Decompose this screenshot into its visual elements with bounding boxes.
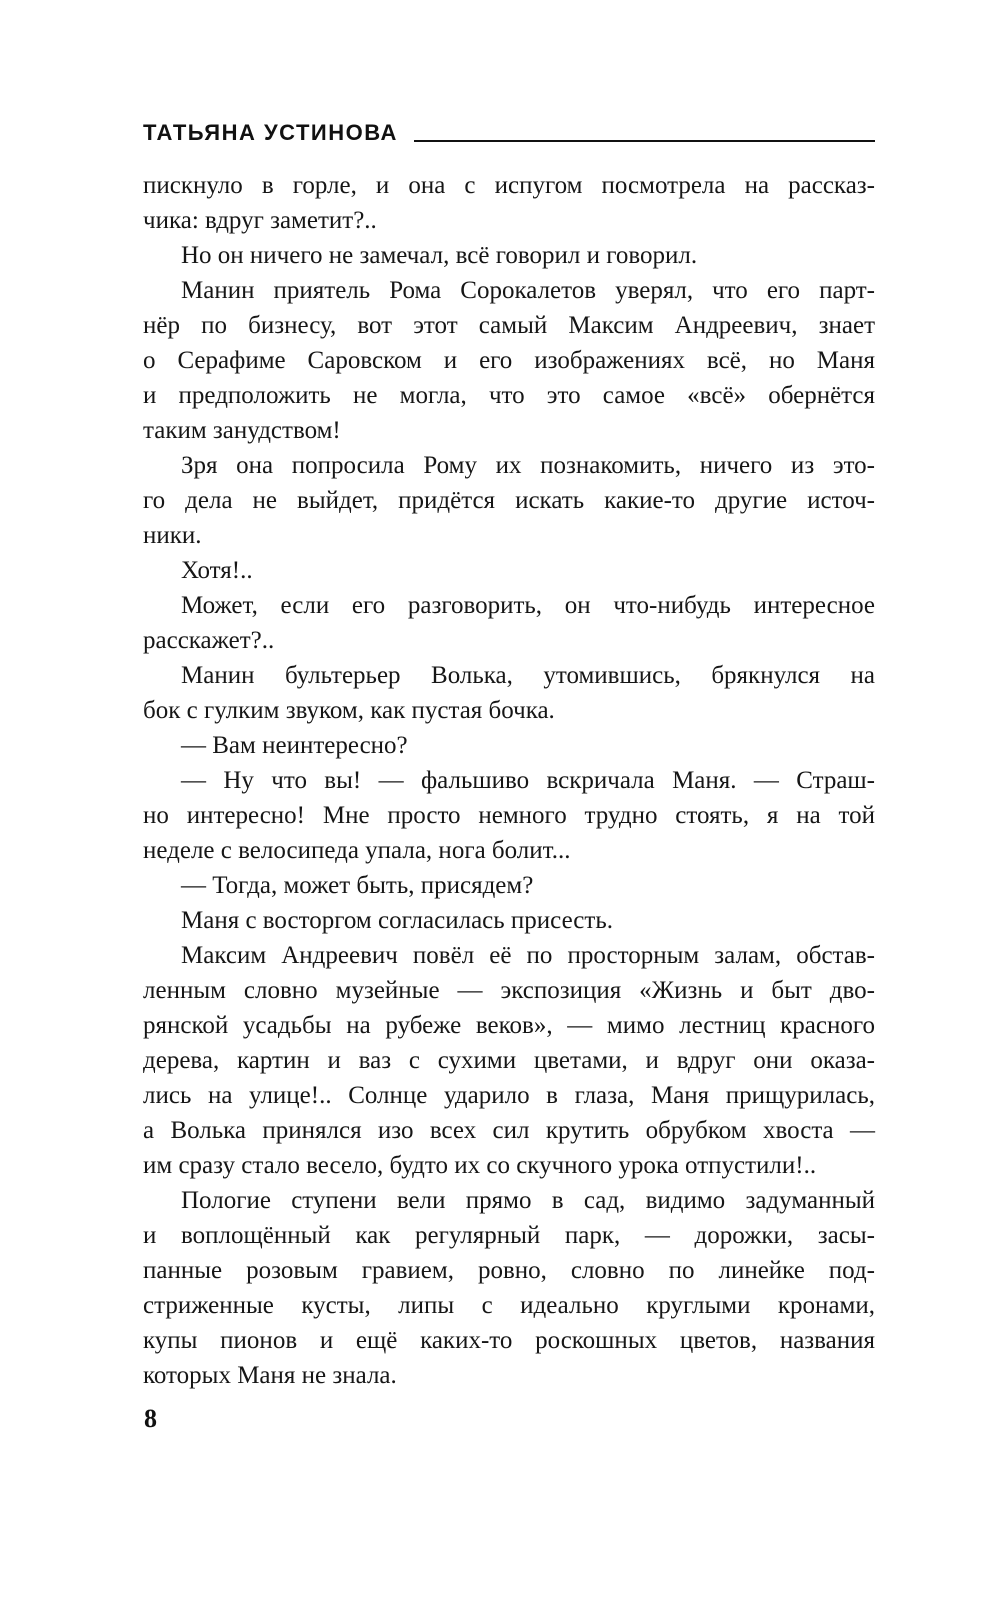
text-line: — Вам неинтересно?: [181, 732, 408, 759]
text-line: но интересно! Мне просто немного трудно стоять, я на той: [143, 802, 875, 829]
text-line: Может, если его разговорить, он что-нибудь интересное: [181, 592, 875, 619]
text-line: таким занудством!: [143, 417, 341, 444]
text-line: а Волька принялся изо всех сил крутить обрубком хвоста —: [143, 1117, 875, 1144]
text-line: — Тогда, может быть, присядем?: [181, 872, 534, 899]
text-line: купы пионов и ещё каких-то роскошных цветов, названия: [143, 1327, 875, 1354]
running-head: [143, 120, 875, 146]
text-line: расскажет?..: [143, 627, 275, 654]
text-line: Маня с восторгом согласилась присесть.: [181, 907, 613, 934]
text-line: Манин приятель Рома Сорокалетов уверял, что его парт-: [181, 277, 875, 304]
text-line: лись на улице!.. Солнце ударило в глаза, Маня прищурилась,: [143, 1082, 875, 1109]
text-line: которых Маня не знала.: [143, 1362, 397, 1389]
text-line: дерева, картин и ваз с сухими цветами, и вдруг они оказа-: [143, 1047, 875, 1074]
text-line: пискнуло в горле, и она с испугом посмотрела на рассказ-: [143, 172, 875, 199]
text-line: Пологие ступени вели прямо в сад, видимо задуманный: [181, 1187, 875, 1214]
text-line: го дела не выйдет, придётся искать какие-то другие источ-: [143, 487, 875, 514]
text-line: неделе с велосипеда упала, нога болит...: [143, 837, 571, 864]
text-line: нёр по бизнесу, вот этот самый Максим Андреевич, знает: [143, 312, 875, 339]
text-line: стриженные кусты, липы с идеально круглыми кронами,: [143, 1292, 875, 1319]
text-line: бок с гулким звуком, как пустая бочка.: [143, 697, 555, 724]
page-number: 8: [144, 1404, 157, 1433]
header-rule: [414, 140, 875, 142]
text-line: панные розовым гравием, ровно, словно по линейке под-: [143, 1257, 875, 1284]
text-line: Но он ничего не замечал, всё говорил и говорил.: [181, 242, 698, 269]
text-line: чика: вдруг заметит?..: [143, 207, 377, 234]
text-line: им сразу стало весело, будто их со скучного урока отпустили!..: [143, 1152, 817, 1179]
text-line: и воплощённый как регулярный парк, — дорожки, засы-: [143, 1222, 875, 1249]
text-line: ники.: [143, 522, 202, 549]
body-text: [143, 168, 875, 1393]
author-name: ТАТЬЯНА УСТИНОВА: [143, 120, 398, 145]
text-line: рянской усадьбы на рубеже веков», — мимо лестниц красного: [143, 1012, 875, 1039]
text-line: и предположить не могла, что это самое «всё» обернётся: [143, 382, 875, 409]
text-line: — Ну что вы! — фальшиво вскричала Маня. — Страш-: [181, 767, 875, 794]
text-line: о Серафиме Саровском и его изображениях всё, но Маня: [143, 347, 875, 374]
text-line: Хотя!..: [181, 557, 253, 584]
text-line: Манин бультерьер Волька, утомившись, брякнулся на: [181, 662, 875, 689]
text-line: Зря она попросила Рому их познакомить, ничего из это-: [181, 452, 875, 479]
text-line: Максим Андреевич повёл её по просторным залам, обстав-: [181, 942, 875, 969]
text-line: ленным словно музейные — экспозиция «Жизнь и быт дво-: [143, 977, 875, 1004]
